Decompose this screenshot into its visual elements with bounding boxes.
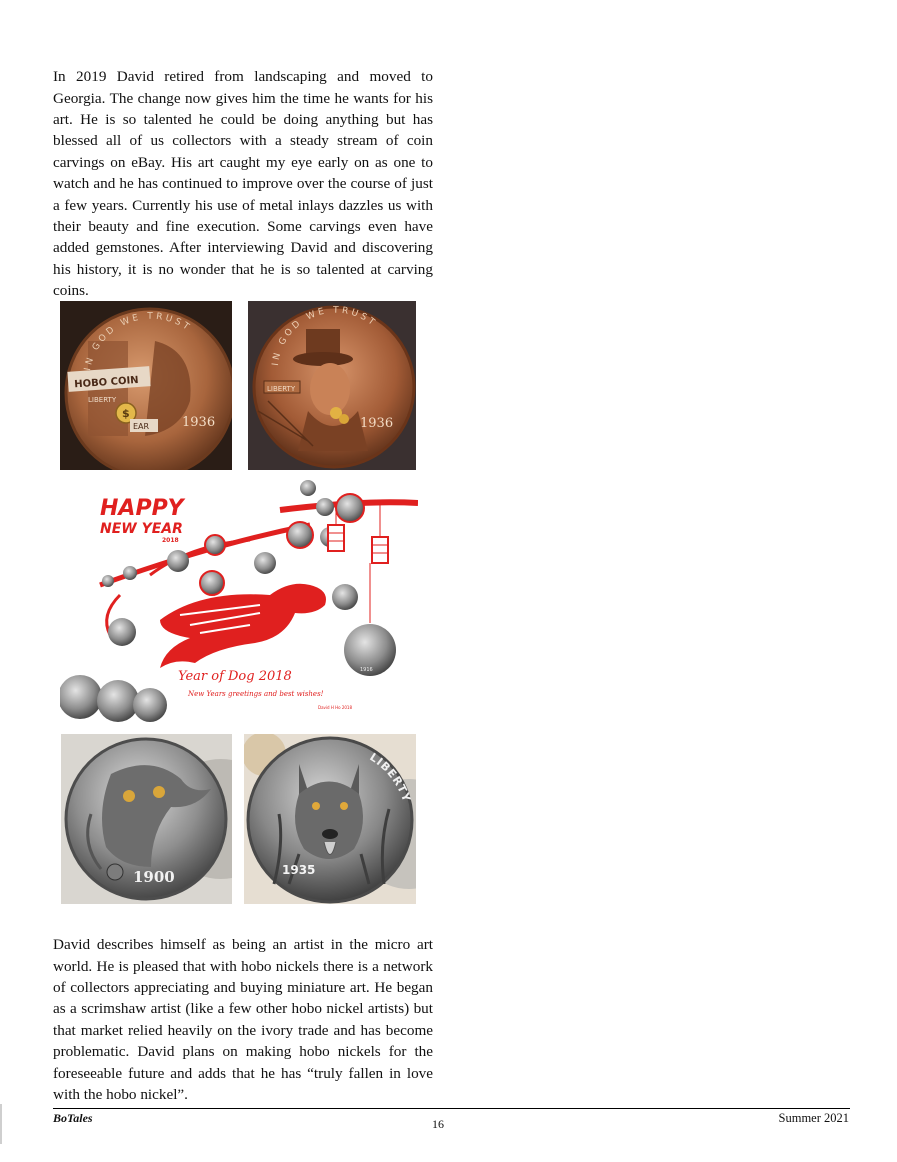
coin-4-year: 1900 bbox=[133, 868, 175, 886]
coin-1-sign: HOBO COIN bbox=[73, 374, 139, 391]
card-happy: HAPPY bbox=[100, 496, 184, 521]
coin-1-year: 1936 bbox=[182, 415, 216, 430]
footer-rule bbox=[53, 1108, 850, 1109]
coin-photo-top-hat bbox=[248, 301, 416, 470]
coin-2-motto: IN GOD WE TRUST bbox=[270, 305, 379, 367]
coin-1900-illustration bbox=[61, 734, 232, 904]
footer-page-number: 16 bbox=[432, 1117, 444, 1131]
coin-top-hat-illustration bbox=[248, 301, 416, 470]
coin-photo-hobo-coin bbox=[60, 301, 232, 470]
coin-photo-1900 bbox=[61, 734, 232, 904]
coin-1-ticket: EAR bbox=[133, 422, 150, 431]
coin-1-symbol: $ bbox=[122, 407, 130, 420]
new-year-card-photo bbox=[60, 475, 418, 725]
coin-2-liberty: LIBERTY bbox=[267, 385, 296, 393]
footer-issue: Summer 2021 bbox=[778, 1111, 849, 1125]
card-new-year: NEW YEAR bbox=[100, 521, 183, 537]
coin-5-liberty: LIBERTY bbox=[367, 750, 414, 805]
card-year-small: 2018 bbox=[162, 537, 179, 544]
margin-mark bbox=[0, 1104, 2, 1144]
coin-1-motto: IN GOD WE TRUST bbox=[83, 311, 194, 372]
card-script-title: Year of Dog 2018 bbox=[178, 669, 292, 684]
coin-1-liberty: LIBERTY bbox=[88, 396, 117, 404]
card-signature: David H Ho 2018 bbox=[318, 705, 353, 710]
coin-dog-illustration bbox=[244, 734, 416, 904]
card-greeting: New Years greetings and best wishes! bbox=[188, 690, 324, 698]
coin-photo-dog bbox=[244, 734, 416, 904]
coin-2-year: 1936 bbox=[360, 416, 394, 431]
paragraph-micro-art: David describes himself as being an artist in the micro art world. He is pleased that with hobo nickels there is a network of collectors appreciating and buying miniature art. He began as a scrimshaw artist (like a few other hobo nickel artists) but that market relied heavily on the ivory trade and has become problematic. David plans on making hobo nickels for the foreseeable future and adds that he has “truly fallen in love with the hobo nickel”. bbox=[53, 936, 433, 1104]
new-year-card-illustration bbox=[60, 475, 418, 725]
footer-publication: BoTales bbox=[53, 1111, 93, 1125]
coin-5-year: 1935 bbox=[282, 863, 316, 877]
coin-hobo-coin-illustration bbox=[60, 301, 232, 470]
card-coin-year: 1916 bbox=[360, 667, 373, 673]
paragraph-intro: In 2019 David retired from landscaping and moved to Georgia. The change now gives him the time he wants for his art. He is so talented he could be doing anything but has blessed all of us collectors with a steady stream of coin carvings on eBay. His art caught my eye early on as one to watch and he has continued to improve over the course of just a few years. Currently his use of metal inlays dazzles us with their beauty and fine execution. Some carvings even have added gemstones. After interviewing David and discovering his history, it is no wonder that he is so talented at carving coins. bbox=[53, 68, 433, 300]
